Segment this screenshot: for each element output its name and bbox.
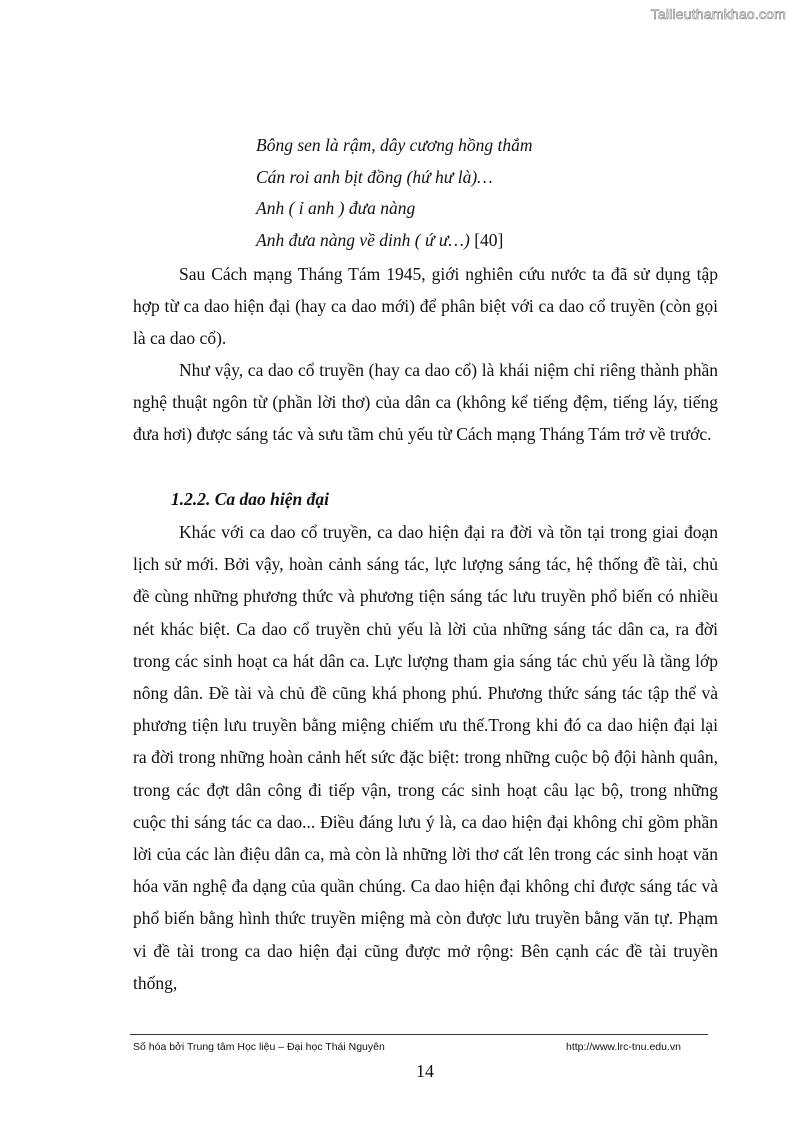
footer-divider xyxy=(130,1034,708,1035)
page-number: 14 xyxy=(416,1061,434,1081)
poem-line: Cán roi anh bịt đồng (hứ hư là)… xyxy=(256,166,493,187)
paragraph: Sau Cách mạng Tháng Tám 1945, giới nghiên cứu nước ta đã sử dụng tập hợp từ ca dao hiện đại (hay ca dao mới) để phân biệt với ca dao cổ truyền (còn gọi là ca dao cổ). xyxy=(133,264,718,349)
watermark-text: Tailieuthamkhao.com xyxy=(650,6,786,22)
poem-line-text: Anh đưa nàng về dinh ( ứ ư…) xyxy=(256,229,470,250)
poem-line: Anh ( ỉ anh ) đưa nàng xyxy=(256,198,416,218)
poem-line: Bông sen là rậm, dây cương hồng thắm xyxy=(256,135,533,155)
paragraph: Như vậy, ca dao cổ truyền (hay ca dao cổ) là khái niệm chỉ riêng thành phần nghệ thuật ngôn từ (phần lời thơ) của dân ca (không kể tiếng đệm, tiếng láy, tiếng đưa hơi) được sáng tác và sưu tầm chủ yếu từ Cách mạng Tháng Tám trở về trước. xyxy=(133,360,718,445)
footer-source: Số hóa bởi Trung tâm Học liệu – Đại học Thái Nguyên xyxy=(133,1041,385,1053)
poem-citation: [40] xyxy=(469,229,504,250)
footer-url: http://www.lrc-tnu.edu.vn xyxy=(566,1041,681,1053)
poem-block xyxy=(256,130,533,256)
paragraph-block-1 xyxy=(133,258,718,355)
section-heading: 1.2.2. Ca dao hiện đại xyxy=(171,489,330,509)
poem-line-last xyxy=(256,225,533,257)
paragraph-block-2 xyxy=(133,354,718,451)
paragraph: Khác với ca dao cổ truyền, ca dao hiện đại ra đời và tồn tại trong giai đoạn lịch sử mới. Bởi vậy, hoàn cảnh sáng tác, lực lượng sáng tác, hệ thống đề tài, chủ đề cùng những phương thức và phương tiện sáng tác lưu truyền phổ biến có nhiều nét khác biệt. Ca dao cổ truyền chủ yếu là lời của những sáng tác dân ca, ra đời trong các sinh hoạt ca hát dân ca. Lực lượng tham gia sáng tác chủ yếu là tầng lớp nông dân. Đề tài và chủ đề cũng khá phong phú. Phương thức sáng tác tập thể và phương tiện lưu truyền bằng miệng chiếm ưu thế.Trong khi đó ca dao hiện đại lại ra đời trong những hoàn cảnh hết sức đặc biệt: trong những cuộc bộ đội hành quân, trong các đợt dân công đi tiếp vận, trong các sinh hoạt câu lạc bộ, trong những cuộc thi sáng tác ca dao... Điều đáng lưu ý là, ca dao hiện đại không chỉ gồm phần lời của các làn điệu dân ca, mà còn là những lời thơ cất lên trong các sinh hoạt văn hóa văn nghệ đa dạng của quần chúng. Ca dao hiện đại không chỉ được sáng tác và phổ biến bằng hình thức truyền miệng mà còn được lưu truyền bằng văn tự. Phạm vi đề tài trong ca dao hiện đại cũng được mở rộng: Bên cạnh các đề tài truyền thống, xyxy=(133,522,718,993)
paragraph-block-3 xyxy=(133,516,718,999)
